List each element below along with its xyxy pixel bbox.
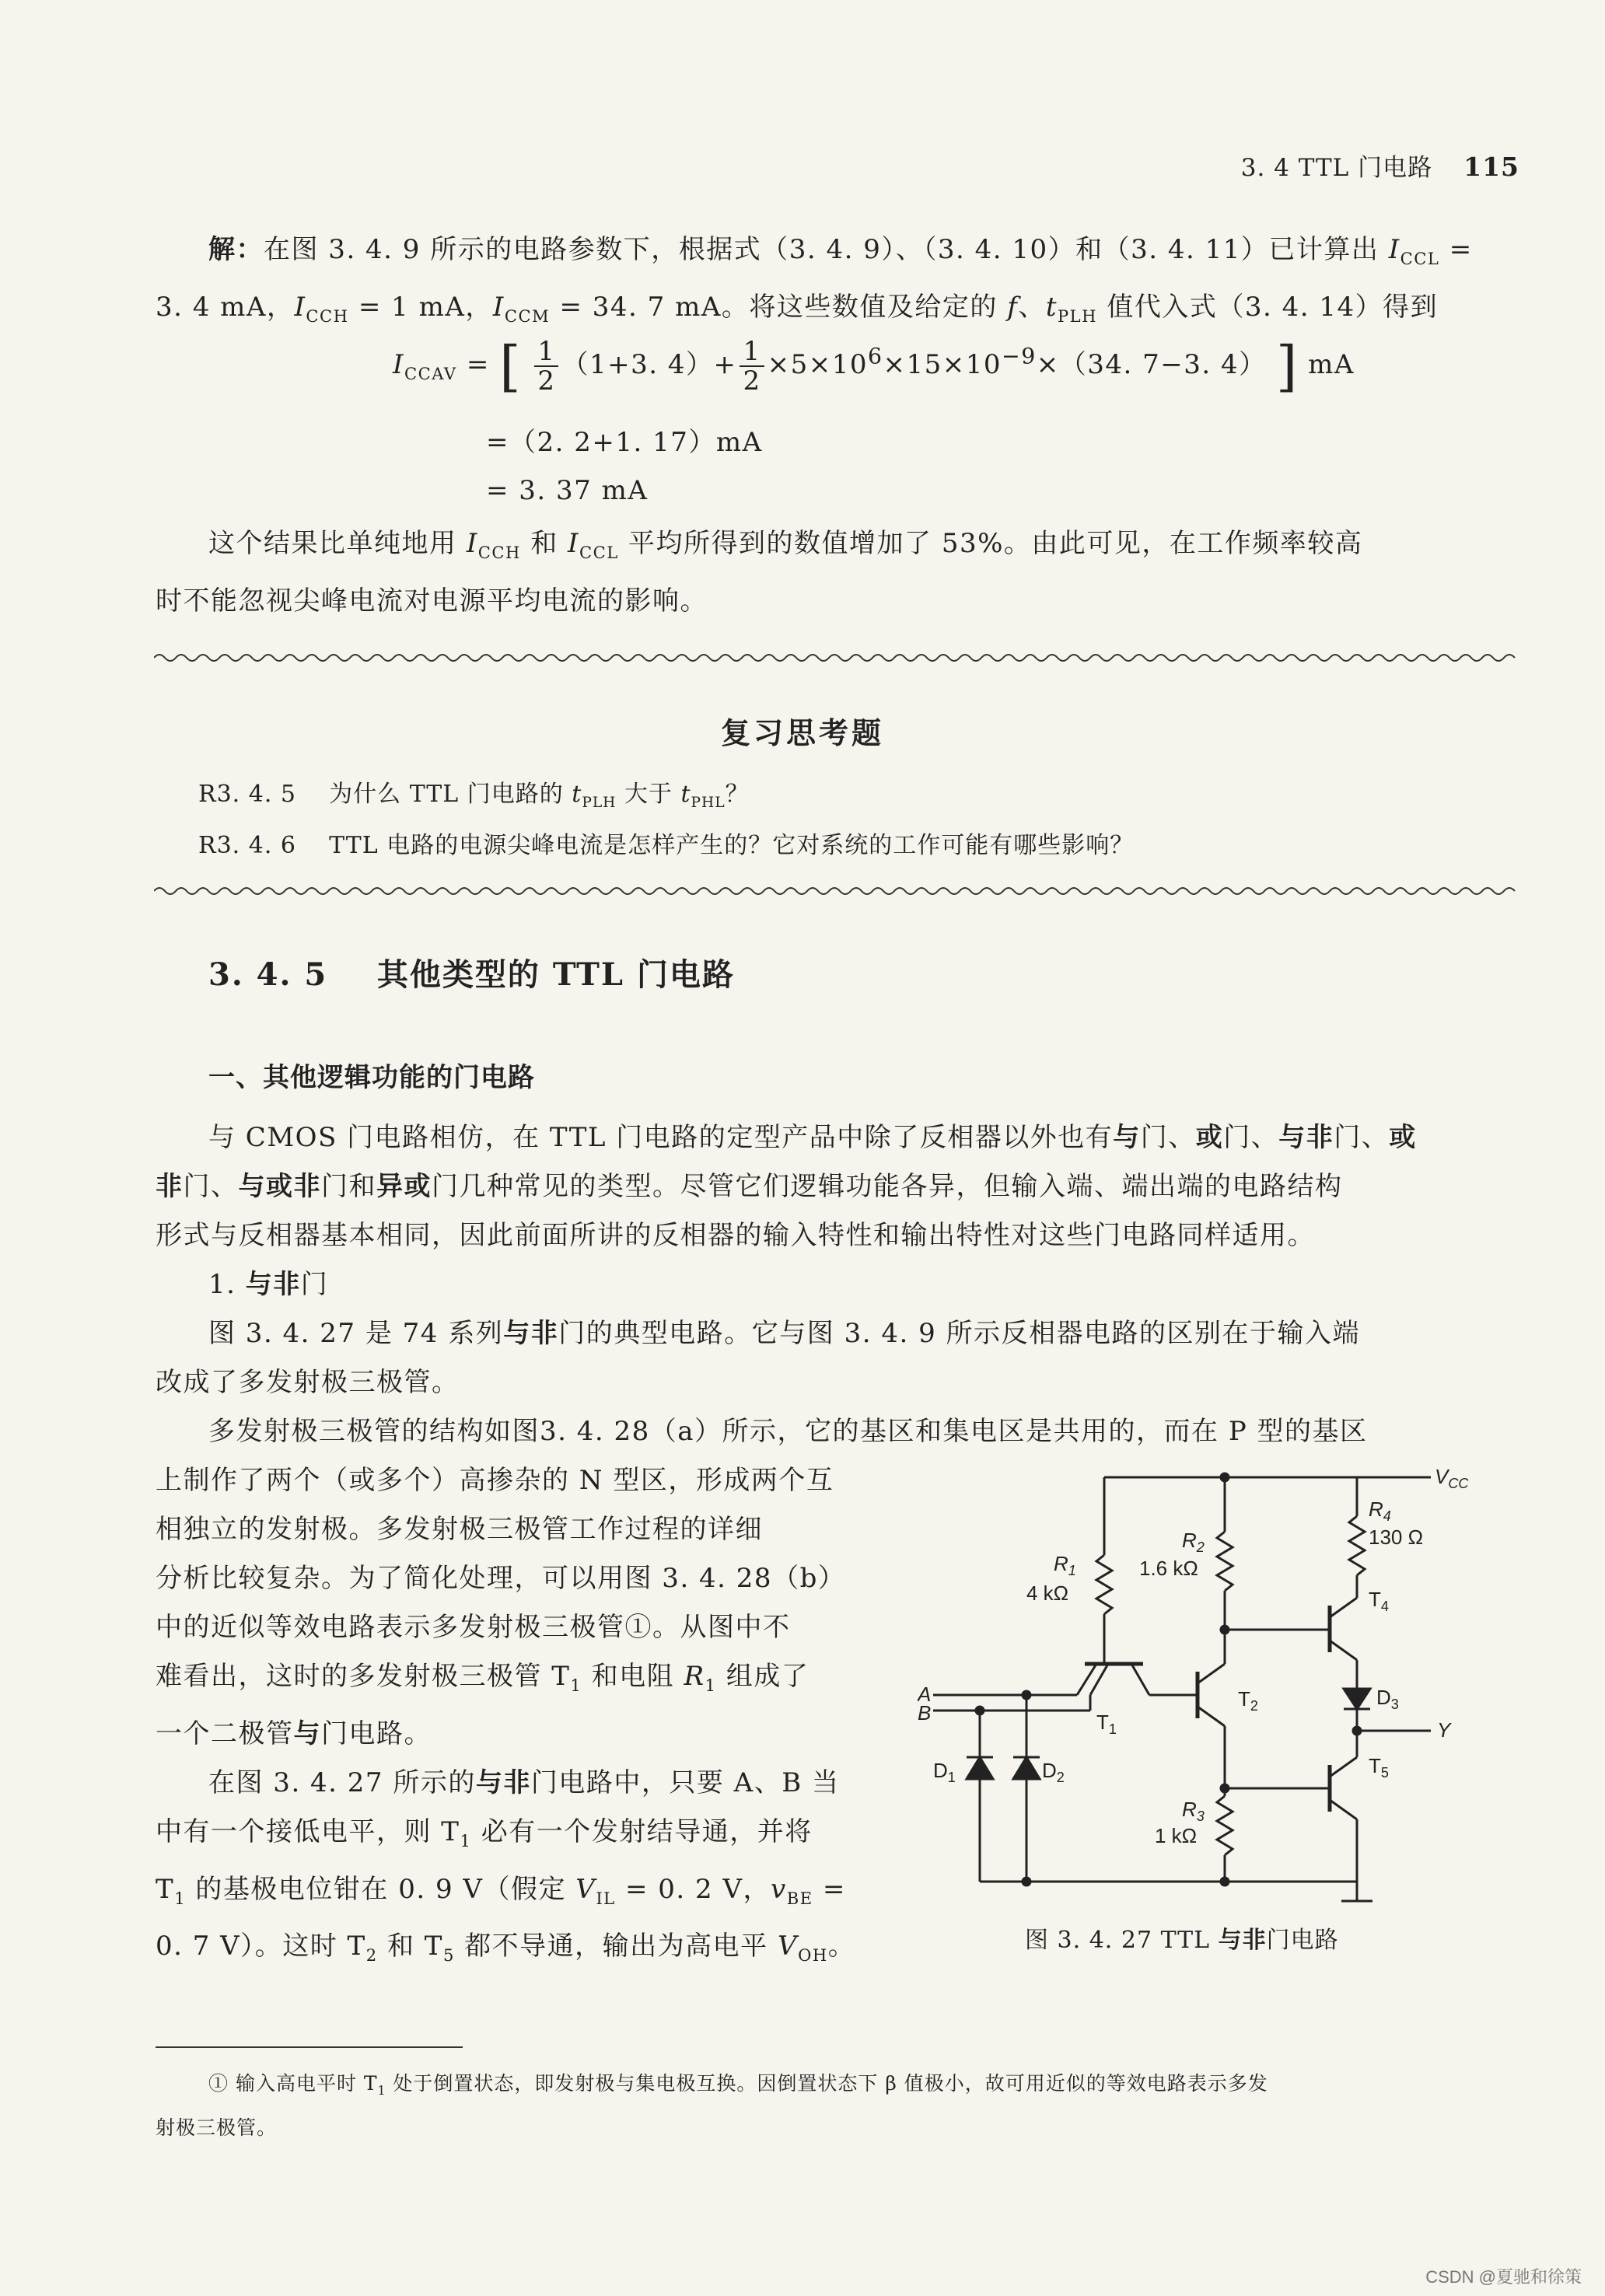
- output-y-label: Y: [1437, 1718, 1451, 1742]
- running-header: [1241, 148, 1519, 183]
- d1-label: $D_1$: [933, 1759, 956, 1785]
- section-number: 3. 4. 5: [208, 956, 328, 993]
- wave-divider: [154, 882, 1521, 900]
- paragraph-gate-types: 与 CMOS 门电路相仿，在 TTL 门电路的定型产品中除了反相器以外也有与门、或门、与非门、或 非门、与或非门和异或门几种常见的类型。尽管它们逻辑功能各异，但输入端、端出端的电路结构 形式与反相器基本相同，因此前面所讲的反相器的输入特性和输出特性对这些门电路同样适用。 1. 与非门 图 3. 4. 27 是 74 系列与非门的典型电路。它与图 3. 4. 9 所示反相器电路的区别在于输入端 改成了多发射极三极管。 多发射极三极管的结构如图3. 4. 28（a）所示，它的基区和集电区是共用的，而在 P 型的基区: [156, 1122, 1417, 1447]
- subsection-heading: 一、其他逻辑功能的门电路: [208, 1062, 535, 1093]
- section-heading: [208, 950, 735, 994]
- r2-value: 1.6 kΩ: [1139, 1557, 1198, 1580]
- section-title: 其他类型的 TTL 门电路: [376, 956, 735, 993]
- r3-value: 1 kΩ: [1155, 1824, 1198, 1847]
- diode-d3: [1344, 1689, 1370, 1709]
- footnote-rule: [156, 2046, 463, 2048]
- figure-caption: 图 3. 4. 27 TTL 与非门电路: [1025, 1927, 1339, 1954]
- equation-step-3: = 3. 37 mA: [486, 475, 649, 506]
- conclusion-paragraph: 这个结果比单纯地用 $I_{CCH}$ 和 $I_{CCL}$ 平均所得到的数值增加了 53%。由此可见，在工作频率较高 时不能忽视尖峰电流对电源平均电流的影响。: [156, 528, 1363, 617]
- vcc-label: $V_{CC}$: [1435, 1465, 1469, 1491]
- wave-divider: [154, 649, 1521, 666]
- page-number: 115: [1463, 152, 1519, 182]
- resistor-r4: [1349, 1516, 1365, 1575]
- r4-label: $R_4$: [1369, 1497, 1391, 1524]
- solution-label: 解：: [208, 234, 264, 265]
- r1-label: $R_1$: [1054, 1552, 1076, 1578]
- r4-value: 130 Ω: [1369, 1525, 1424, 1549]
- review-title: 复习思考题: [720, 715, 884, 750]
- t5-label: $T_5$: [1369, 1754, 1389, 1781]
- t2-label: $T_2$: [1238, 1687, 1258, 1714]
- equation-step-2: =（2. 2+1. 17）mA: [486, 427, 763, 458]
- review-question-1: R3. 4. 5 为什么 TTL 门电路的 $t_{PLH}$ 大于 $t_{PHL}$？: [198, 781, 750, 811]
- r1-value: 4 kΩ: [1026, 1581, 1069, 1605]
- resistor-r3: [1217, 1796, 1233, 1855]
- resistor-r1: [1096, 1555, 1112, 1614]
- d2-label: $D_2$: [1042, 1759, 1065, 1785]
- input-a-label: A: [918, 1683, 932, 1706]
- watermark: CSDN @夏驰和徐策: [1425, 2267, 1582, 2287]
- t4-label: $T_4$: [1369, 1588, 1389, 1614]
- r2-label: $R_2$: [1182, 1529, 1205, 1555]
- header-section: 3. 4 TTL 门电路: [1240, 154, 1433, 182]
- r3-label: $R_3$: [1182, 1798, 1205, 1824]
- paragraph-multi-emitter: 上制作了两个（或多个）高掺杂的 N 型区，形成两个互 相独立的发射极。多发射极三极管工作过程的详细 分析比较复杂。为了简化处理，可以用图 3. 4. 28（b） 中的近似等效电路表示多发射极三极管①。从图中不 难看出，这时的多发射极三极管 $T_1$ 和电阻 $R_1$ 组成了 一个二极管与门电路。 在图 3. 4. 27 所示的与非门电路中，只要 A、B 当 中有一个接低电平，则 $T_1$ 必有一个发射结导通，并将 $T_1$ 的基极电位钳在 0. 9 V（假定 $V_{IL} = 0$. 2 V，$v_{BE}$ = 0. 7 V）。这时 $T_2$ 和 $T_5$ 都不导通，输出为高电平 $V_{OH}$。: [156, 1465, 856, 1966]
- review-question-2: R3. 4. 6 TTL 电路的电源尖峰电流是怎样产生的？它对系统的工作可能有哪些影响？: [198, 832, 1135, 859]
- d3-label: $D_3$: [1376, 1686, 1399, 1712]
- footnote: ① 输入高电平时 $T_1$ 处于倒置状态，即发射极与集电极互换。因倒置状态下 β 值极小，故可用近似的等效电路表示多发 射极三极管。: [156, 2072, 1268, 2139]
- solution-paragraph: 解：在图 3. 4. 9 所示的电路参数下，根据式（3. 4. 9）、（3. 4. 10）和（3. 4. 11）已计算出 $I_{CCL}$ = 3. 4 mA，$I_{CCH} = 1$ mA，$I_{CCM} = 34$. 7 mA。将这些数值及给定的 f、$t_{PLH}$ 值代入式（3. 4. 14）得到: [156, 234, 1473, 326]
- power-equation: $I_{CCAV}$ = [ $\frac{1}{2}$ （1+3. 4）+ $\frac{1}{2}$ $\times 5\times 10^6\times 15\times 10^{-9}\times(34$. 7−3. 4） ] mA: [393, 334, 1355, 398]
- input-b-label: B: [918, 1701, 932, 1725]
- ttl-nand-circuit: [918, 1462, 1540, 1913]
- resistor-r2: [1217, 1532, 1233, 1591]
- t1-label: $T_1$: [1096, 1711, 1117, 1737]
